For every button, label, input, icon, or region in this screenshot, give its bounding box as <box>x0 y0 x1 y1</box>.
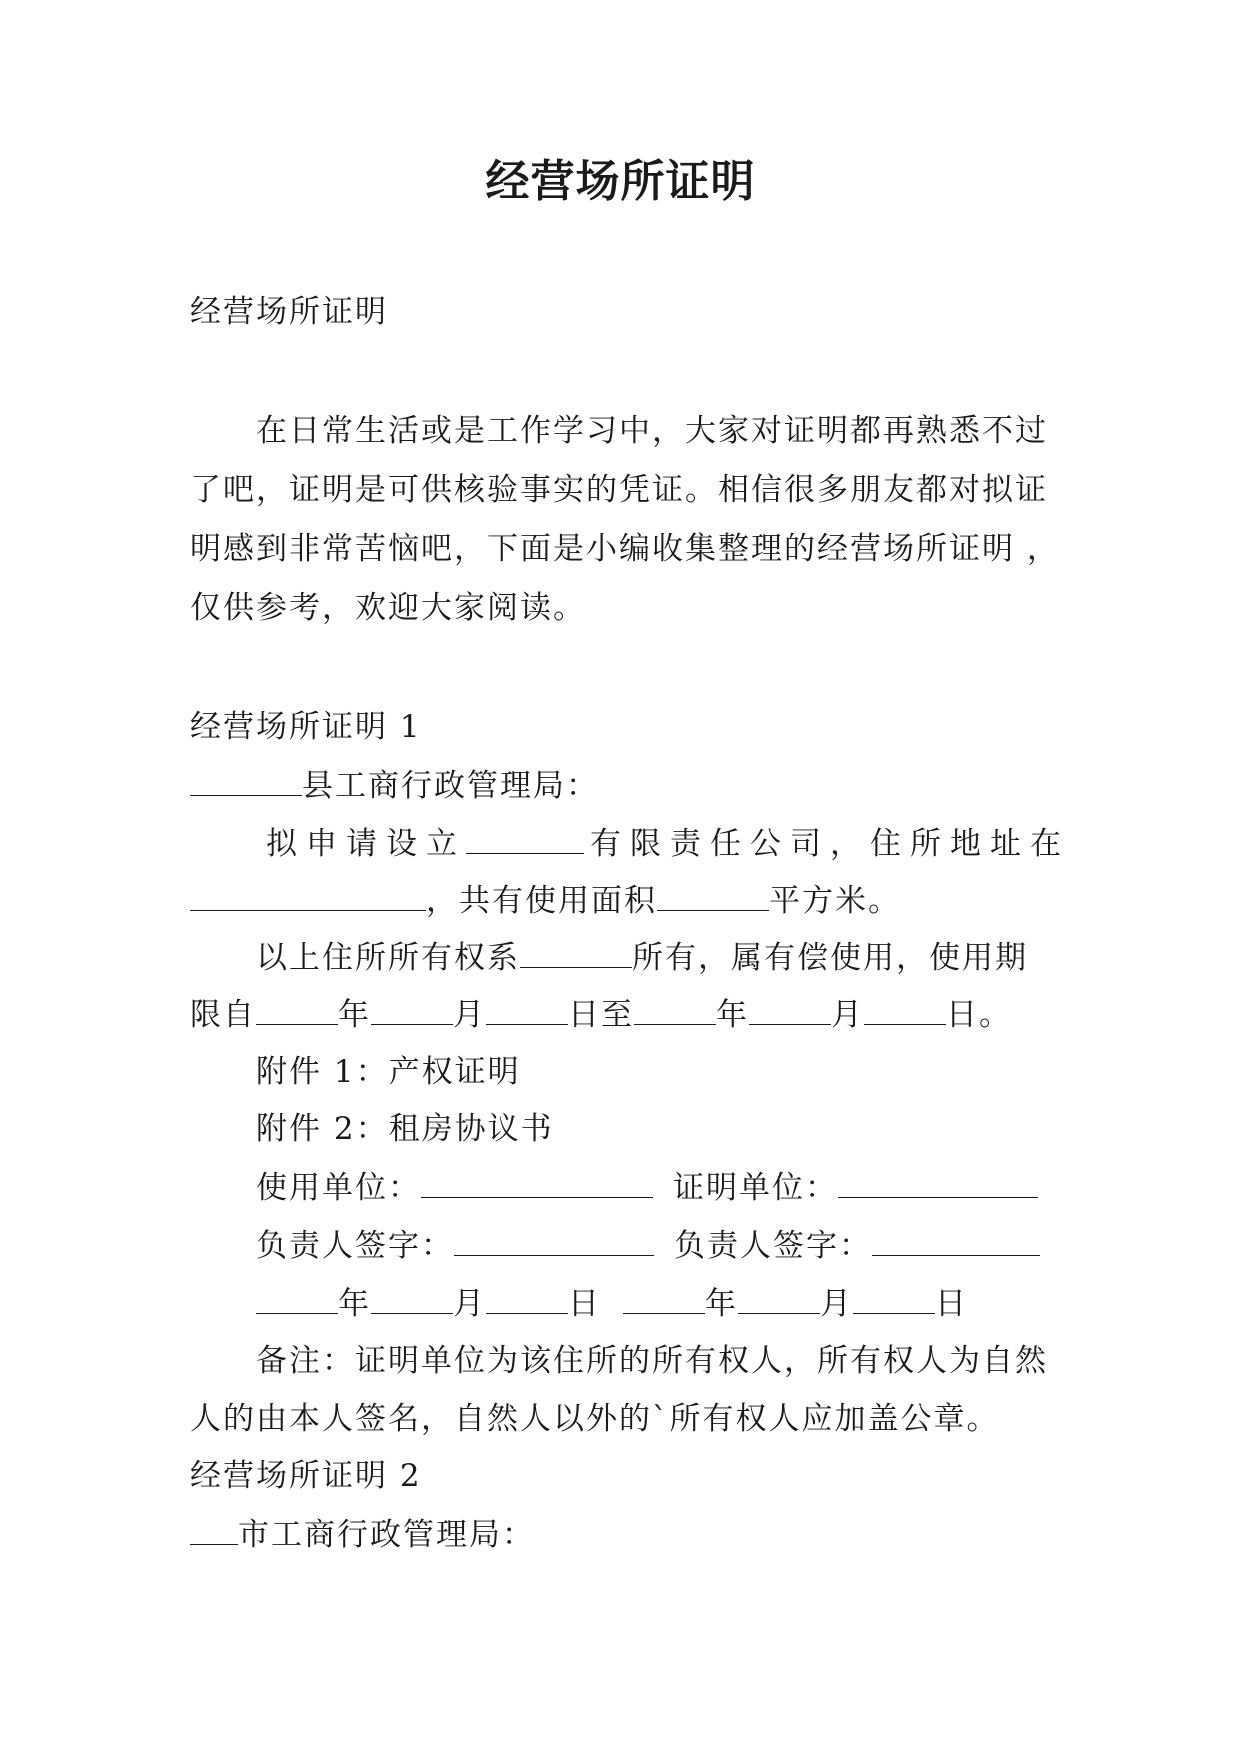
blank-start-day <box>486 994 568 1025</box>
subtitle: 经营场所证明 <box>190 294 388 330</box>
blank-sign-2 <box>872 1225 1040 1256</box>
blank-area <box>657 880 769 911</box>
blank-address <box>190 880 426 911</box>
p2a-post: 所有，属有偿使用，使用期 <box>632 940 1028 976</box>
intro-line-4: 仅供参考，欢迎大家阅读。 <box>190 590 586 626</box>
blank-date2-month <box>738 1283 820 1314</box>
use-unit-label: 使用单位： <box>256 1170 421 1206</box>
blank-end-month <box>749 994 831 1025</box>
blank-company <box>466 823 584 854</box>
month-label: 月 <box>820 1286 853 1322</box>
year-label: 年 <box>338 1286 371 1322</box>
blank-start-year <box>256 994 338 1025</box>
addressee-text: 县工商行政管理局： <box>302 768 599 804</box>
blank-cert-unit <box>838 1167 1038 1198</box>
blank-date1-year <box>256 1283 338 1314</box>
blank-county <box>190 765 302 796</box>
p1a-post: 有限责任公司，住所地址在 <box>590 826 1070 862</box>
day-label: 日 <box>935 1286 968 1322</box>
blank-date1-month <box>371 1283 453 1314</box>
p1a-pre: 拟申请设立 <box>266 826 466 862</box>
month-label: 月 <box>831 997 864 1033</box>
intro-line-2: 了吧，证明是可供核验事实的凭证。相信很多朋友都对拟证 <box>190 472 1048 508</box>
date-line <box>256 1283 968 1324</box>
para1-line-1 <box>266 823 1070 864</box>
p2a-pre: 以上住所所有权系 <box>256 940 520 976</box>
attachment-2: 附件 2：租房协议书 <box>256 1111 554 1147</box>
blank-date2-year <box>623 1283 705 1314</box>
sign-line <box>256 1225 1040 1266</box>
para2-line-2 <box>190 994 1012 1035</box>
to-label: 日至 <box>568 997 634 1033</box>
p2b-start: 限自 <box>190 997 256 1033</box>
p1b-mid: ，共有使用面积 <box>426 883 657 919</box>
para2-line-1 <box>256 937 1028 978</box>
blank-use-unit <box>421 1167 653 1198</box>
sign-label-1: 负责人签字： <box>256 1228 454 1264</box>
intro-line-1: 在日常生活或是工作学习中，大家对证明都再熟悉不过 <box>256 413 1048 449</box>
month-label: 月 <box>453 997 486 1033</box>
day-label: 日 <box>568 1286 601 1322</box>
document-title: 经营场所证明 <box>485 156 756 207</box>
section-1-heading: 经营场所证明 1 <box>190 709 422 745</box>
intro-line-3: 明感到非常苦恼吧，下面是小编收集整理的经营场所证明 ， <box>190 531 1060 567</box>
section-2-addressee <box>190 1514 535 1555</box>
attachment-1: 附件 1：产权证明 <box>256 1054 521 1090</box>
blank-city <box>190 1514 238 1545</box>
year-label: 年 <box>705 1286 738 1322</box>
year-label: 年 <box>716 997 749 1033</box>
blank-date2-day <box>853 1283 935 1314</box>
addressee-2-text: 市工商行政管理局： <box>238 1517 535 1553</box>
month-label: 月 <box>453 1286 486 1322</box>
p1b-end: 平方米。 <box>769 883 901 919</box>
section-1-addressee <box>190 765 599 806</box>
cert-unit-label: 证明单位： <box>673 1170 838 1206</box>
sign-label-2: 负责人签字： <box>674 1228 872 1264</box>
blank-owner <box>520 937 632 968</box>
note-line-2: 人的由本人签名，自然人以外的`所有权人应加盖公章。 <box>190 1401 1000 1437</box>
para1-line-2 <box>190 880 901 921</box>
blank-end-year <box>634 994 716 1025</box>
unit-line <box>256 1167 1038 1208</box>
year-label: 年 <box>338 997 371 1033</box>
blank-date1-day <box>486 1283 568 1314</box>
end-label: 日。 <box>946 997 1012 1033</box>
blank-end-day <box>864 994 946 1025</box>
blank-start-month <box>371 994 453 1025</box>
section-2-heading: 经营场所证明 2 <box>190 1458 422 1494</box>
note-line-1: 备注：证明单位为该住所的所有权人，所有权人为自然 <box>256 1343 1048 1379</box>
blank-sign-1 <box>454 1225 654 1256</box>
